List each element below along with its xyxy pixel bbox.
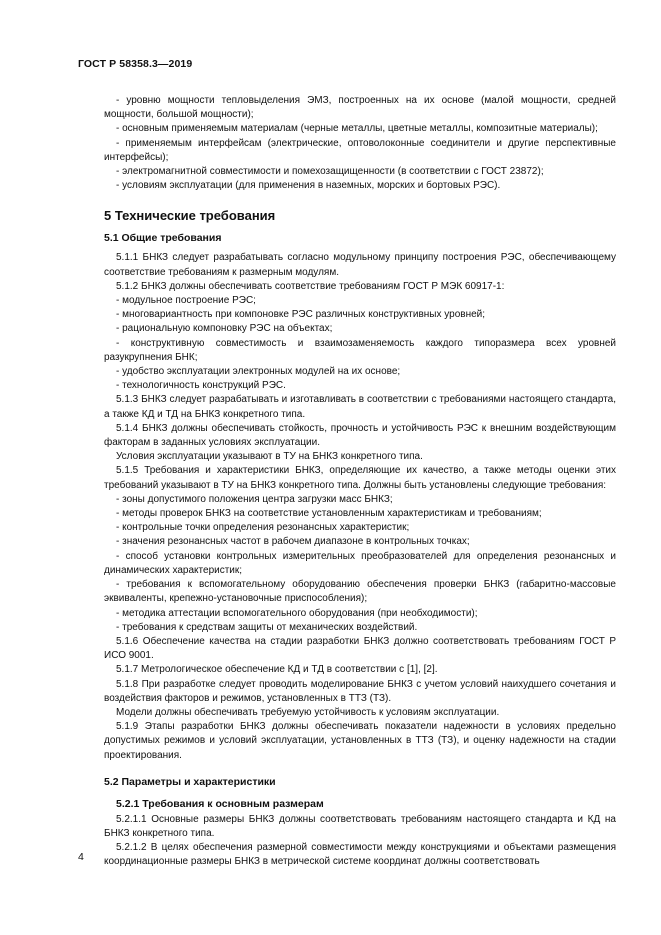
list-item: - электромагнитной совместимости и помехозащищенности (в соответствии с ГОСТ 23872); bbox=[116, 166, 544, 178]
list-item: - модульное построение РЭС; bbox=[116, 295, 256, 307]
list-item: - зоны допустимого положения центра загрузки масс БНКЗ; bbox=[116, 493, 393, 505]
list-item: - значения резонансных частот в рабочем диапазоне в контрольных точках; bbox=[116, 536, 470, 548]
subsection-5-1-body bbox=[104, 251, 616, 762]
paragraph: 5.2.1.2 В целях обеспечения размерной совместимости между конструкциями и объектами размещения координационные размеры БНКЗ в метрической системе координат должны соответствовать bbox=[104, 842, 616, 868]
list-item: - методика аттестации вспомогательного оборудования (при необходимости); bbox=[116, 607, 478, 619]
page-body bbox=[104, 94, 616, 870]
list-item: - технологичность конструкций РЭС. bbox=[116, 380, 286, 392]
paragraph: 5.1.9 Этапы разработки БНКЗ должны обеспечивать показатели надежности в условиях предельно допустимых режимов и условий эксплуатации, установленных в ТТЗ (ТЗ), и оценку надежности на стадии проектирования. bbox=[104, 721, 616, 761]
list-item: - рациональную компоновку РЭС на объектах; bbox=[116, 323, 333, 335]
paragraph: 5.1.1 БНКЗ следует разрабатывать согласно модульному принципу построения РЭС, обеспечивающему соответствие требованиям к размерным модулям. bbox=[104, 252, 616, 278]
page-number: 4 bbox=[78, 851, 84, 863]
list-item: - применяемым интерфейсам (электрические, оптоволоконные соединители и другие перспективные интерфейсы); bbox=[104, 137, 616, 163]
list-item: - контрольные точки определения резонансных характеристик; bbox=[116, 522, 410, 534]
list-item: - условиям эксплуатации (для применения в наземных, морских и бортовых РЭС). bbox=[116, 180, 501, 192]
subsection-5-2-1-body bbox=[104, 813, 616, 870]
list-item: - удобство эксплуатации электронных модулей на их основе; bbox=[116, 366, 401, 378]
section-title: 5 Технические требования bbox=[104, 208, 276, 224]
paragraph: 5.1.3 БНКЗ следует разрабатывать и изготавливать в соответствии с требованиями настоящего стандарта, а также КД и ТД на БНКЗ конкретного типа. bbox=[104, 394, 616, 420]
paragraph: 5.1.8 При разработке следует проводить моделирование БНКЗ с учетом условий наихудшего сочетания и воздействия факторов и режимов, установленных в ТТЗ (ТЗ). bbox=[104, 678, 616, 704]
list-item: - методы проверок БНКЗ на соответствие установленным характеристикам и требованиям; bbox=[116, 508, 542, 520]
subsubsection-title: 5.2.1 Требования к основным размерам bbox=[116, 797, 324, 810]
paragraph: 5.1.6 Обеспечение качества на стадии разработки БНКЗ должно соответствовать требованиям ГОСТ Р ИСО 9001. bbox=[104, 635, 616, 662]
list-item: - конструктивную совместимость и взаимозаменяемость каждого типоразмера всех уровней разукрупнения БНК; bbox=[104, 337, 616, 363]
intro-list bbox=[104, 94, 616, 193]
paragraph: Условия эксплуатации указывают в ТУ на БНКЗ конкретного типа. bbox=[116, 451, 423, 463]
paragraph: Модели должны обеспечивать требуемую устойчивость к условиям эксплуатации. bbox=[116, 706, 500, 718]
subsection-title: 5.2 Параметры и характеристики bbox=[104, 775, 276, 788]
paragraph: 5.1.4 БНКЗ должны обеспечивать стойкость, прочность и устойчивость РЭС к внешним воздействующим факторам в заданных условиях эксплуатации. bbox=[104, 422, 616, 449]
paragraph: 5.1.2 БНКЗ должны обеспечивать соответствие требованиям ГОСТ Р МЭК 60917-1: bbox=[116, 280, 505, 292]
paragraph: 5.2.1.1 Основные размеры БНКЗ должны соответствовать требованиям настоящего стандарта и КД на БНКЗ конкретного типа. bbox=[104, 813, 616, 839]
list-item: - способ установки контрольных измерительных преобразователей для определения резонансных и динамических характеристик; bbox=[104, 550, 616, 576]
paragraph: 5.1.5 Требования и характеристики БНКЗ, определяющие их качество, а также методы оценки этих требований указывают в ТУ на БНКЗ конкретного типа. Должны быть установлены следующие требования: bbox=[104, 465, 616, 491]
list-item: - многовариантность при компоновке РЭС различных конструктивных уровней; bbox=[116, 309, 486, 321]
document-header: ГОСТ Р 58358.3—2019 bbox=[78, 58, 193, 70]
paragraph: 5.1.7 Метрологическое обеспечение КД и ТД в соответствии с [1], [2]. bbox=[116, 664, 438, 676]
list-item: - основным применяемым материалам (черные металлы, цветные металлы, композитные материалы); bbox=[116, 123, 598, 135]
list-item: - требования к вспомогательному оборудованию обеспечения проверки БНКЗ (габаритно-массовые эквиваленты, крепежно-установочные приспособления); bbox=[104, 579, 616, 605]
list-item: - уровню мощности тепловыделения ЭМЗ, построенных на их основе (малой мощности, средней мощности, большой мощности); bbox=[104, 95, 616, 121]
list-item: - требования к средствам защиты от механических воздействий. bbox=[116, 621, 418, 633]
subsection-title: 5.1 Общие требования bbox=[104, 232, 222, 245]
